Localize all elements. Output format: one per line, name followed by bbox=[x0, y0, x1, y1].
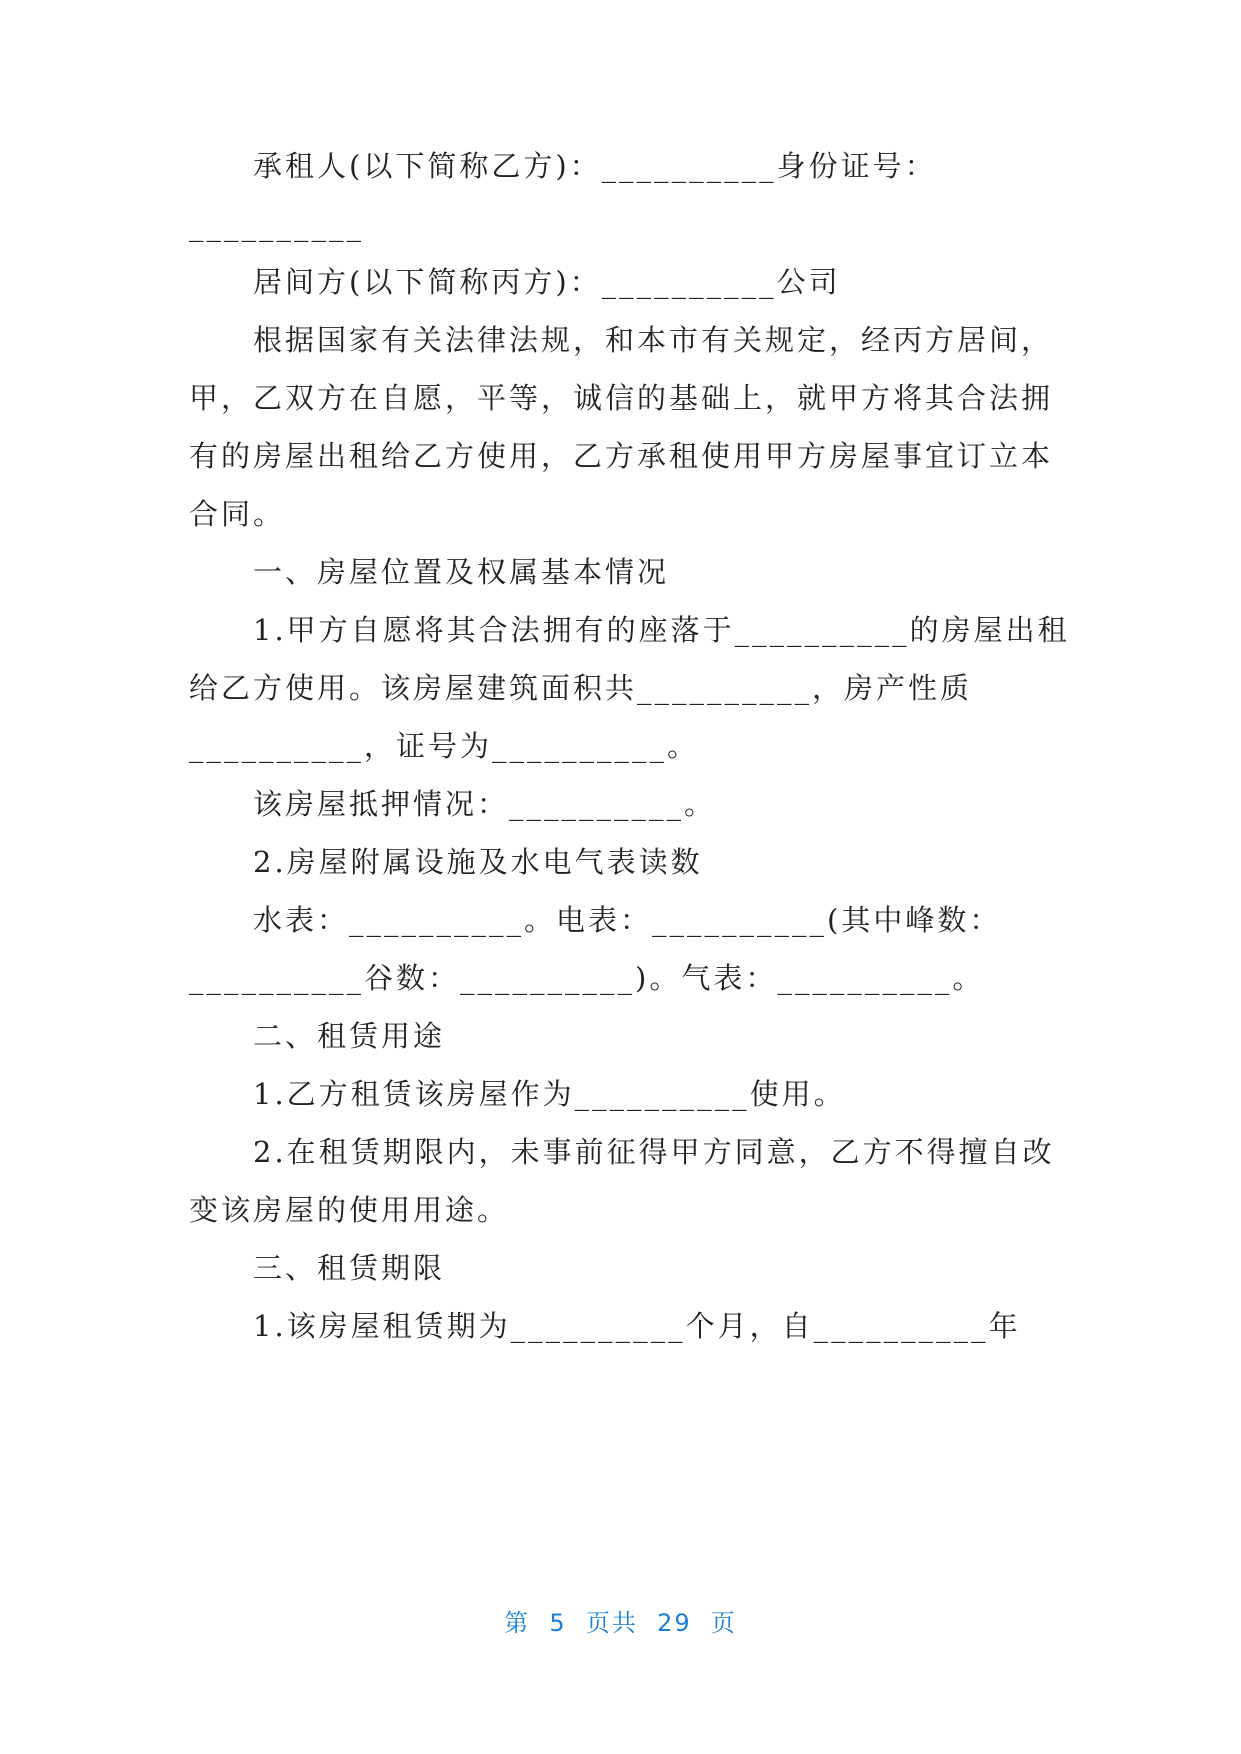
text-line: __________，证号为__________。 bbox=[189, 729, 700, 763]
page-number-footer: 第 5 页共 29 页 bbox=[504, 1609, 737, 1637]
text-line: 居间方(以下简称丙方)：__________公司 bbox=[253, 265, 841, 299]
text-line: 承租人(以下简称乙方)：__________身份证号： bbox=[253, 149, 937, 183]
text-line: 甲，乙双方在自愿，平等，诚信的基础上，就甲方将其合法拥 bbox=[189, 381, 1054, 415]
text-line: 根据国家有关法律法规，和本市有关规定，经丙方居间， bbox=[253, 323, 1054, 357]
text-line: 有的房屋出租给乙方使用，乙方承租使用甲方房屋事宜订立本 bbox=[189, 439, 1054, 473]
text-line: 1.该房屋租赁期为__________个月，自__________年 bbox=[253, 1309, 1021, 1343]
text-line: 变该房屋的使用用途。 bbox=[189, 1193, 510, 1227]
text-line: 给乙方使用。该房屋建筑面积共__________，房产性质 bbox=[189, 671, 973, 705]
text-line: 合同。 bbox=[189, 497, 286, 531]
text-line: 2.房屋附属设施及水电气表读数 bbox=[253, 845, 703, 879]
text-line: 1.乙方租赁该房屋作为__________使用。 bbox=[253, 1077, 846, 1111]
section-heading: 一、房屋位置及权属基本情况 bbox=[253, 555, 670, 589]
text-line: 该房屋抵押情况：__________。 bbox=[253, 787, 717, 821]
text-line: 2.在租赁期限内，未事前征得甲方同意，乙方不得擅自改 bbox=[253, 1135, 1055, 1169]
text-line: 水表：__________。电表：__________(其中峰数： bbox=[253, 903, 1002, 937]
section-heading: 二、租赁用途 bbox=[253, 1019, 446, 1053]
text-line: __________谷数：__________)。气表：__________。 bbox=[189, 961, 985, 995]
text-line: 1.甲方自愿将其合法拥有的座落于__________的房屋出租 bbox=[253, 613, 1070, 647]
text-line: __________ bbox=[189, 208, 364, 242]
section-heading: 三、租赁期限 bbox=[253, 1251, 446, 1285]
